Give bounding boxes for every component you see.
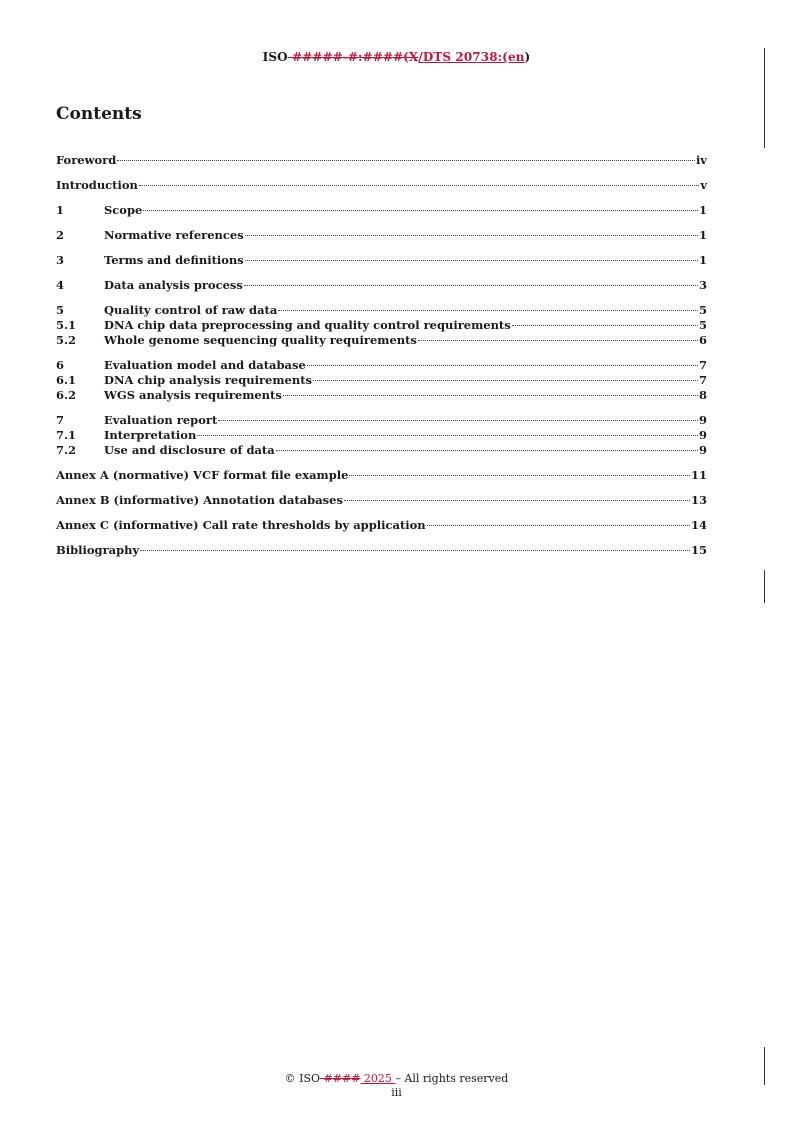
document-header (0, 50, 793, 64)
header-inserted-text: /DTS 20738:(en (418, 50, 525, 64)
toc-entry-number: 1 (56, 203, 65, 217)
toc-entry-title: Interpretation (104, 428, 197, 442)
toc-entry[interactable] (56, 383, 707, 402)
toc-dot-leader (117, 145, 695, 161)
toc-entry[interactable] (56, 513, 707, 532)
toc-entry-title: Use and disclosure of data (104, 443, 275, 457)
toc-entry[interactable] (56, 538, 707, 557)
toc-entry-title: Evaluation report (104, 413, 218, 427)
toc-entry-page: 9 (698, 413, 707, 427)
header-deleted-text: #####-#:####(X (287, 50, 419, 64)
toc-entry-number: 7 (56, 413, 65, 427)
toc-entry-number: 6.2 (56, 388, 77, 402)
toc-dot-leader (197, 420, 698, 436)
toc-dot-leader (245, 245, 698, 261)
toc-entry-title: Annex A (normative) VCF format file example (56, 468, 349, 482)
toc-entry-page: v (700, 178, 707, 192)
footer-suffix: – All rights reserved (395, 1072, 509, 1085)
toc-dot-leader (218, 405, 698, 421)
toc-entry-title: Foreword (56, 153, 117, 167)
toc-entry-title: Annex B (informative) Annotation databases (56, 493, 343, 507)
toc-entry-title: Data analysis process (104, 278, 243, 292)
toc-entry-title: DNA chip data preprocessing and quality control requirements (104, 318, 511, 332)
header-prefix: ISO (262, 50, 288, 64)
toc-entry-number: 5.1 (56, 318, 77, 332)
toc-entry[interactable] (56, 463, 707, 482)
toc-entry-page: iv (695, 153, 707, 167)
toc-dot-leader (244, 270, 698, 286)
toc-entry-page: 9 (698, 443, 707, 457)
toc-entry-title: Terms and definitions (104, 253, 244, 267)
toc-entry-number: 3 (56, 253, 65, 267)
toc-entry-title: Introduction (56, 178, 138, 192)
toc-entry-title: Bibliography (56, 543, 140, 557)
toc-entry-number: 6 (56, 358, 65, 372)
footer-deleted-text: #### (320, 1072, 361, 1085)
toc-entry[interactable] (56, 438, 707, 457)
toc-entry-page: 1 (698, 203, 707, 217)
toc-dot-leader (512, 310, 698, 326)
toc-dot-leader (307, 350, 698, 366)
toc-dot-leader (418, 325, 698, 341)
contents-heading: Contents (56, 104, 142, 124)
toc-entry-page: 7 (698, 373, 707, 387)
change-bar-middle (764, 570, 765, 603)
toc-dot-leader (139, 170, 699, 186)
header-suffix: ) (524, 50, 531, 64)
toc-entry[interactable] (56, 223, 707, 242)
toc-entry-number: 4 (56, 278, 65, 292)
toc-entry-title: WGS analysis requirements (104, 388, 282, 402)
toc-dot-leader (140, 535, 690, 551)
toc-dot-leader (278, 295, 698, 311)
toc-dot-leader (283, 380, 698, 396)
toc-dot-leader (349, 460, 690, 476)
toc-entry-page: 7 (698, 358, 707, 372)
document-footer (0, 1072, 793, 1099)
toc-entry-title: Normative references (104, 228, 244, 242)
toc-entry-page: 14 (690, 518, 707, 532)
toc-entry-number: 6.1 (56, 373, 77, 387)
toc-dot-leader (427, 510, 690, 526)
toc-entry-number: 7.2 (56, 443, 77, 457)
toc-entry-number: 5 (56, 303, 65, 317)
toc-entry-title: Quality control of raw data (104, 303, 278, 317)
toc-entry-number: 2 (56, 228, 65, 242)
toc-entry-page: 15 (690, 543, 707, 557)
toc-entry[interactable] (56, 198, 707, 217)
toc-entry-title: DNA chip analysis requirements (104, 373, 312, 387)
toc-dot-leader (276, 435, 698, 451)
toc-entry[interactable] (56, 488, 707, 507)
toc-entry[interactable] (56, 173, 707, 192)
toc-dot-leader (313, 365, 698, 381)
toc-entry-page: 13 (690, 493, 707, 507)
toc-entry-title: Whole genome sequencing quality requirements (104, 333, 417, 347)
toc-entry-page: 8 (698, 388, 707, 402)
toc-entry-page: 6 (698, 333, 707, 347)
toc-entry-page: 1 (698, 253, 707, 267)
toc-entry-page: 1 (698, 228, 707, 242)
toc-entry[interactable] (56, 148, 707, 167)
toc-entry-title: Annex C (informative) Call rate thresholds by application (56, 518, 426, 532)
toc-entry-page: 5 (698, 318, 707, 332)
toc-dot-leader (344, 485, 690, 501)
toc-entry-number: 7.1 (56, 428, 77, 442)
footer-inserted-text: 2025 (360, 1072, 396, 1085)
page-number: iii (391, 1086, 402, 1099)
toc-entry-page: 11 (690, 468, 707, 482)
toc-entry[interactable] (56, 273, 707, 292)
toc-dot-leader (245, 220, 698, 236)
toc-entry-page: 9 (698, 428, 707, 442)
toc-entry-title: Scope (104, 203, 143, 217)
toc-entry-page: 5 (698, 303, 707, 317)
toc-entry-number: 5.2 (56, 333, 77, 347)
toc-entry-title: Evaluation model and database (104, 358, 306, 372)
toc-entry[interactable] (56, 328, 707, 347)
footer-prefix: © ISO (284, 1072, 321, 1085)
table-of-contents (56, 148, 707, 557)
toc-entry[interactable] (56, 248, 707, 267)
toc-dot-leader (143, 195, 698, 211)
toc-entry-page: 3 (698, 278, 707, 292)
